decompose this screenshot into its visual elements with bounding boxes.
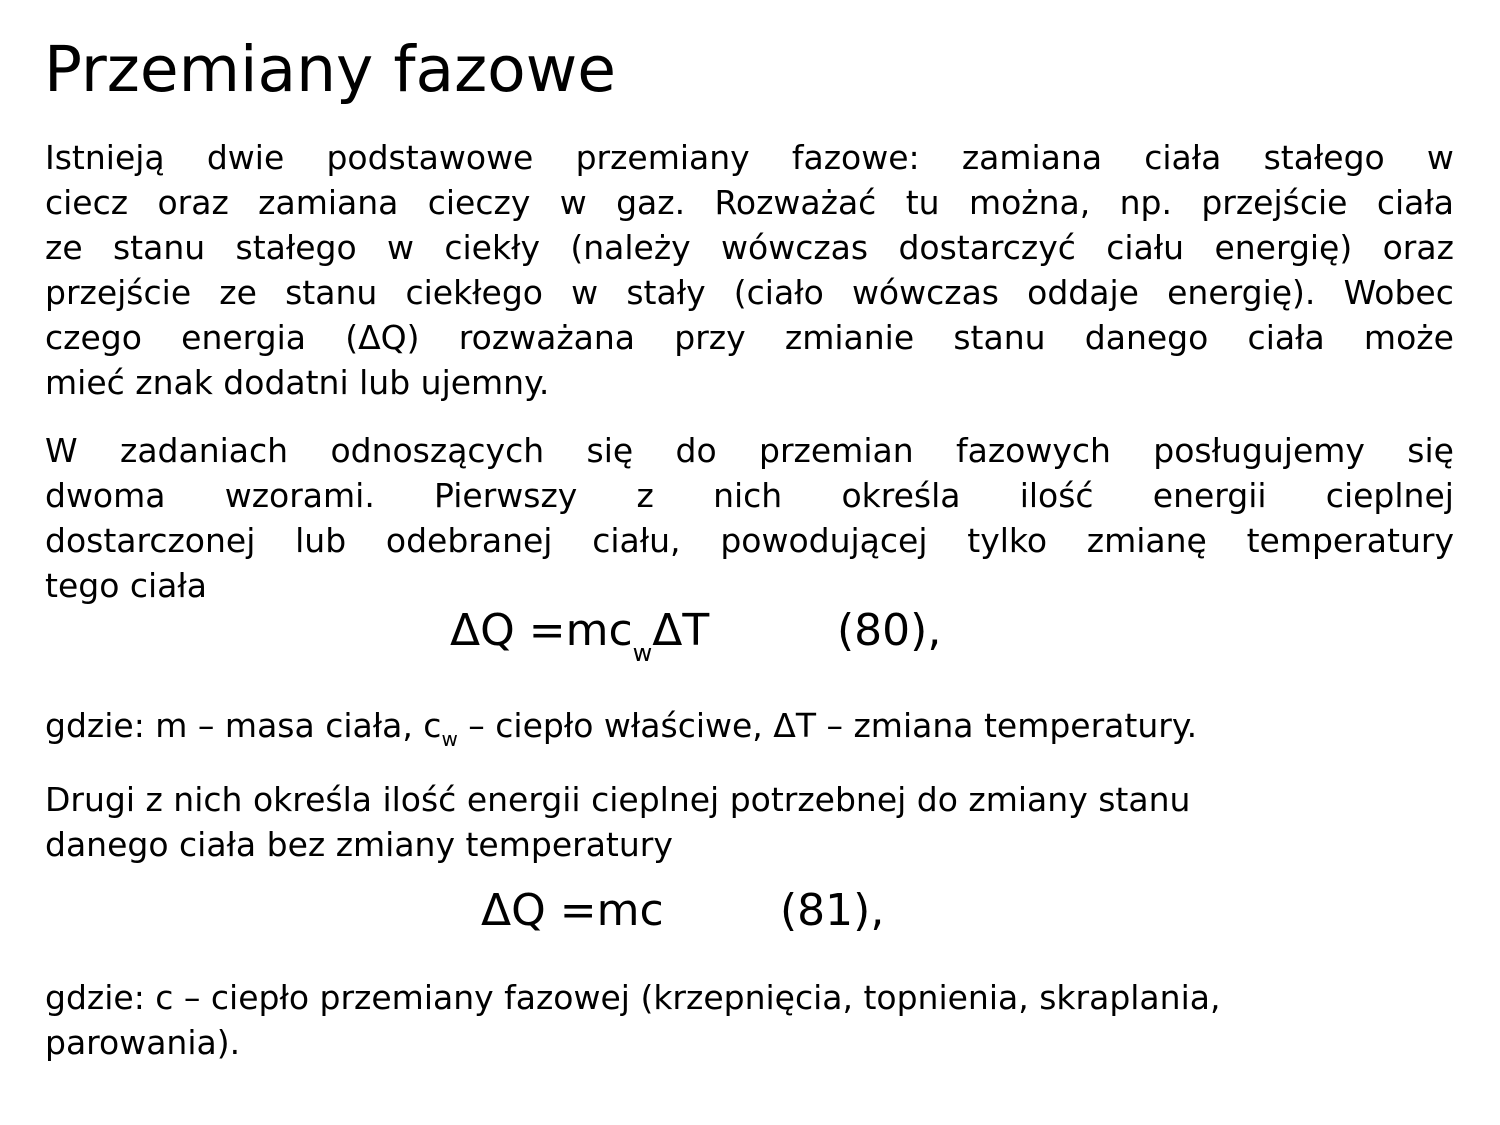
word: lub — [295, 521, 347, 560]
word: energię). — [1167, 273, 1316, 312]
word: się — [1407, 431, 1454, 470]
word: dwie — [206, 138, 285, 177]
definition-suffix: – ciepło właściwe, ΔT – zmiana temperatury. — [457, 706, 1198, 745]
word: Pierwszy — [434, 476, 578, 515]
word: (ΔQ) — [345, 318, 420, 357]
word: zamiana — [258, 183, 399, 222]
definition-formula-80 — [45, 703, 1454, 751]
word: ilość — [1019, 476, 1094, 515]
word: czego — [45, 318, 142, 357]
word: dwoma — [45, 476, 166, 515]
formula-81 — [481, 883, 885, 939]
word: przemiany — [575, 138, 750, 177]
word: w — [1426, 138, 1454, 177]
word: wówczas — [721, 228, 869, 267]
word: oraz — [157, 183, 229, 222]
word: ciekłego — [405, 273, 543, 312]
paragraph-line: mieć znak dodatni lub ujemny. — [45, 363, 550, 402]
word: Wobec — [1343, 273, 1454, 312]
definition-subscript: w — [441, 727, 458, 751]
word: Rozważać — [714, 183, 877, 222]
definition-line: parowania). — [45, 1023, 241, 1062]
word: ciekły — [444, 228, 540, 267]
definition-prefix: gdzie: m – masa ciała, c — [45, 706, 442, 745]
paragraph-line — [45, 180, 1454, 225]
word: cieplnej — [1325, 476, 1454, 515]
paragraph-line — [45, 473, 1454, 518]
word: zamiana — [961, 138, 1103, 177]
word: z — [636, 476, 654, 515]
word: rozważana — [458, 318, 636, 357]
paragraph-line — [45, 428, 1454, 473]
word: może — [1363, 318, 1454, 357]
equation-number: (81), — [780, 885, 885, 936]
word: gaz. — [616, 183, 686, 222]
word: do — [675, 431, 717, 470]
word: energię) — [1214, 228, 1353, 267]
word: przejście — [1201, 183, 1348, 222]
word: tu — [905, 183, 940, 222]
paragraph-phase-transitions-intro — [45, 135, 1454, 405]
word: Istnieją — [45, 138, 165, 177]
word: (ciało — [733, 273, 824, 312]
word: ze — [45, 228, 83, 267]
word: można, — [968, 183, 1091, 222]
word: stanu — [285, 273, 378, 312]
word: tylko — [967, 521, 1048, 560]
word: dostarczonej — [45, 521, 256, 560]
word: w — [387, 228, 415, 267]
equation-number: (80), — [837, 605, 942, 656]
paragraph-line: tego ciała — [45, 566, 208, 605]
word: W — [45, 431, 78, 470]
word: stałego — [1263, 138, 1385, 177]
formula-expression: ΔQ =mc — [481, 885, 664, 936]
formula-subscript: w — [632, 639, 653, 667]
paragraph-formulas-intro — [45, 428, 1454, 608]
definition-line — [45, 703, 1454, 751]
paragraph-line — [45, 225, 1454, 270]
word: ciała — [1376, 183, 1454, 222]
formula-expression-rhs: ΔT — [652, 605, 710, 656]
word: w — [559, 183, 587, 222]
word: wówczas — [851, 273, 999, 312]
paragraph-line: danego ciała bez zmiany temperatury — [45, 825, 673, 864]
word: ciała — [1144, 138, 1222, 177]
paragraph-line — [45, 135, 1454, 180]
paragraph-second-formula-intro — [45, 777, 1454, 867]
word: stały — [626, 273, 706, 312]
slide-title: Przemiany fazowe — [44, 33, 617, 106]
word: oraz — [1382, 228, 1454, 267]
word: cieczy — [427, 183, 531, 222]
word: powodującej — [720, 521, 928, 560]
word: zmianie — [784, 318, 915, 357]
word: przejście — [45, 273, 192, 312]
word: zadaniach — [120, 431, 289, 470]
word: ciała — [1247, 318, 1325, 357]
word: ciału, — [592, 521, 681, 560]
word: temperatury — [1246, 521, 1454, 560]
paragraph-line — [45, 270, 1454, 315]
word: oddaje — [1027, 273, 1139, 312]
word: ze — [219, 273, 257, 312]
word: odnoszących — [330, 431, 545, 470]
word: np. — [1119, 183, 1172, 222]
word: energia — [181, 318, 306, 357]
word: przemian — [759, 431, 914, 470]
word: przy — [674, 318, 746, 357]
word: dostarczyć — [898, 228, 1076, 267]
word: wzorami. — [224, 476, 375, 515]
word: odebranej — [385, 521, 553, 560]
word: zmianę — [1086, 521, 1207, 560]
word: danego — [1084, 318, 1209, 357]
word: (należy — [570, 228, 691, 267]
word: w — [571, 273, 599, 312]
paragraph-line — [45, 315, 1454, 360]
word: posługujemy — [1153, 431, 1365, 470]
formula-80 — [450, 603, 942, 667]
paragraph-line — [45, 518, 1454, 563]
word: ciecz — [45, 183, 129, 222]
definition-line: gdzie: c – ciepło przemiany fazowej (krzepnięcia, topnienia, skraplania, — [45, 978, 1221, 1017]
paragraph-line: Drugi z nich określa ilość energii cieplnej potrzebnej do zmiany stanu — [45, 780, 1191, 819]
word: fazowe: — [791, 138, 920, 177]
word: się — [586, 431, 634, 470]
word: stałego — [235, 228, 357, 267]
word: stanu — [953, 318, 1046, 357]
formula-expression-lhs: ΔQ =mc — [450, 605, 633, 656]
word: energii — [1152, 476, 1267, 515]
word: stanu — [112, 228, 206, 267]
word: fazowych — [956, 431, 1111, 470]
word: podstawowe — [326, 138, 534, 177]
word: nich — [713, 476, 783, 515]
word: określa — [841, 476, 961, 515]
definition-formula-81 — [45, 975, 1454, 1065]
word: ciału — [1106, 228, 1185, 267]
